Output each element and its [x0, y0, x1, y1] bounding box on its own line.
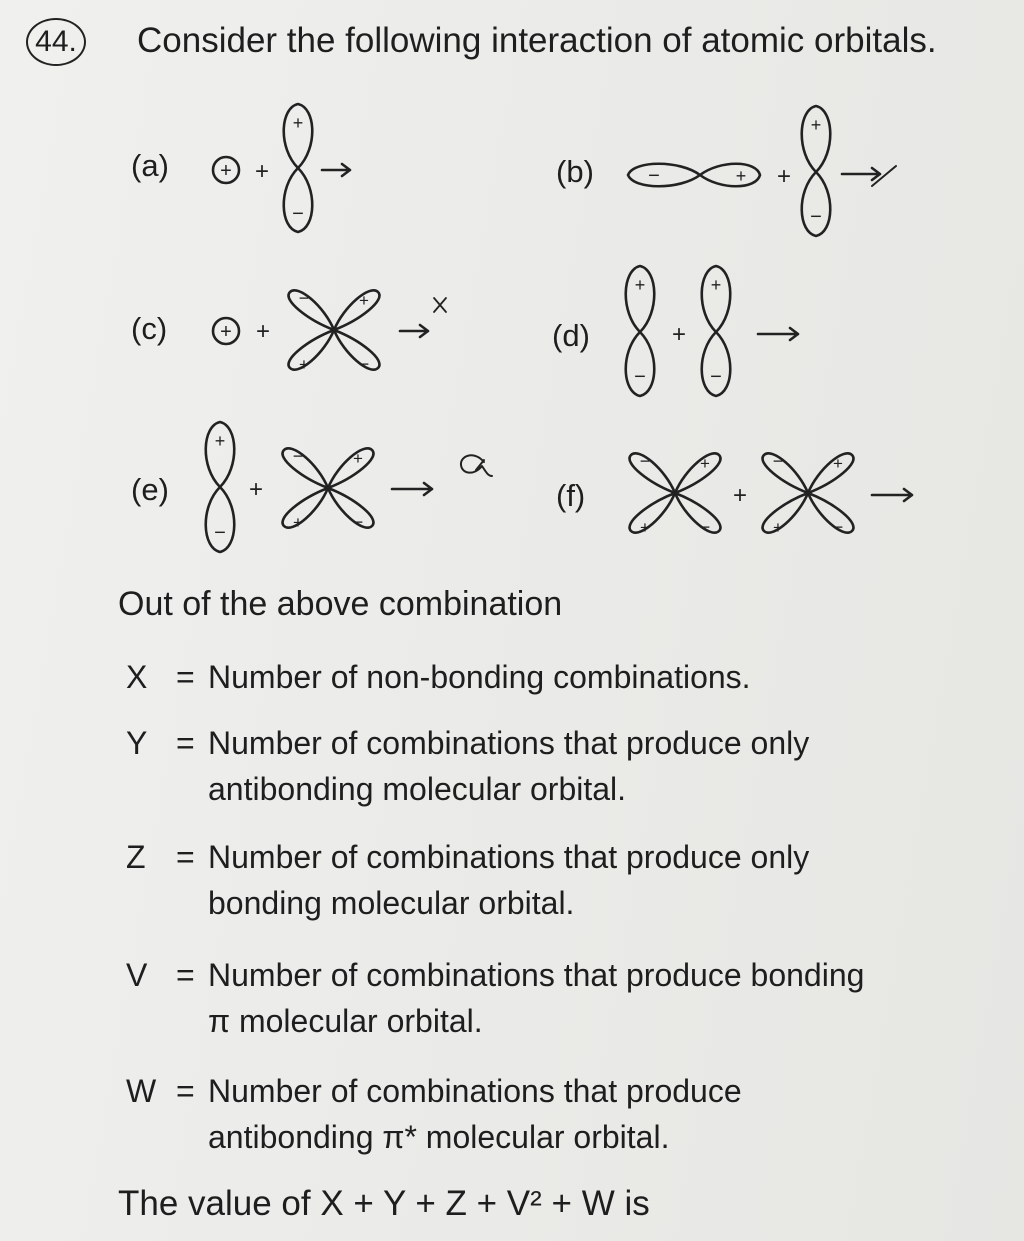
sign-c-ll: + [299, 355, 309, 374]
combination-e-diagram [206, 422, 492, 552]
join-a: + [254, 158, 270, 185]
intro-text: Out of the above combination [118, 585, 563, 623]
definition-w-symbol: W [126, 1073, 157, 1109]
arrow-c [400, 325, 428, 337]
px-lobe-b-right [700, 164, 760, 187]
definition-y-equals: = [176, 725, 195, 761]
sign-a-bottom: − [292, 203, 304, 225]
question-number-text: 44. [35, 25, 77, 58]
dxy-lobe-f2-upper-right [808, 453, 853, 493]
definition-w-equals: = [176, 1073, 195, 1109]
sign-f2-ur: + [833, 454, 843, 473]
combination-d-diagram [626, 266, 798, 396]
sign-e-ur: + [353, 449, 363, 468]
sign-d2-top: + [710, 275, 722, 295]
dxy-lobe-f2-upper-left [763, 453, 808, 493]
dxy-lobe-f2-lower-right [808, 493, 853, 533]
definition-z-line2: bonding molecular orbital. [208, 885, 575, 921]
arrow-f [872, 489, 912, 501]
sign-f2-lr: − [832, 517, 844, 537]
dxy-lobe-c-lower-left [289, 330, 334, 370]
sign-a-s: + [220, 160, 232, 182]
definition-x [126, 654, 966, 700]
join-d: + [671, 321, 687, 348]
sign-f1-ur: + [700, 454, 710, 473]
definition-v-symbol: V [126, 957, 148, 993]
definition-v-line2: π molecular orbital. [208, 1003, 483, 1039]
join-b: + [776, 163, 792, 190]
definition-v-line1: Number of combinations that produce bonding [208, 957, 865, 993]
combination-b-diagram [628, 106, 896, 236]
sign-c-ul: − [298, 288, 310, 308]
definition-v-equals: = [176, 957, 195, 993]
dxy-lobe-e-upper-left [283, 448, 328, 488]
sign-d2-bottom: − [710, 366, 722, 388]
dxy-lobe-c-upper-left [289, 290, 334, 330]
alpha-mark-e [461, 455, 492, 476]
join-c: + [255, 318, 271, 345]
combination-c-label: (c) [131, 311, 168, 346]
sign-f1-lr: − [699, 517, 711, 537]
definition-y-line1: Number of combinations that produce only [208, 725, 810, 761]
combination-f-diagram [630, 451, 912, 537]
sign-d1-bottom: − [634, 366, 646, 388]
definition-x-symbol: X [126, 659, 148, 695]
final-question: The value of X + Y + Z + V² + W is [118, 1184, 650, 1223]
sign-f1-ul: − [639, 451, 651, 471]
dxy-lobe-f1-lower-left [630, 493, 675, 533]
sign-e-top: + [214, 431, 226, 451]
combination-f-label: (f) [556, 478, 586, 513]
dxy-lobe-c-lower-right [334, 330, 379, 370]
dxy-lobe-c-upper-right [334, 290, 379, 330]
combination-e-label: (e) [131, 472, 169, 507]
definition-z [126, 834, 966, 926]
sign-e-lr: − [352, 512, 364, 532]
combination-d-label: (d) [552, 318, 590, 353]
sign-c-lr: − [358, 354, 370, 374]
definition-x-text: Number of non-bonding combinations. [208, 659, 751, 695]
definition-y-symbol: Y [126, 725, 148, 761]
dxy-lobe-f1-upper-right [675, 453, 720, 493]
dxy-lobe-e-lower-left [283, 488, 328, 528]
sign-f2-ul: − [772, 451, 784, 471]
definition-z-symbol: Z [126, 839, 146, 875]
dxy-lobe-f2-lower-left [763, 493, 808, 533]
dxy-lobe-e-lower-right [328, 488, 373, 528]
definition-z-line1: Number of combinations that produce only [208, 839, 810, 875]
sign-c-s: + [220, 321, 232, 343]
join-f: + [732, 482, 748, 509]
definition-y [126, 720, 966, 812]
arrow-b [842, 168, 880, 180]
dxy-lobe-f1-upper-left [630, 453, 675, 493]
px-lobe-b-left [628, 164, 700, 187]
combination-a-label: (a) [131, 148, 169, 183]
dxy-lobe-e-upper-right [328, 448, 373, 488]
arrow-e [392, 483, 432, 495]
sign-b-left: − [648, 165, 660, 187]
orbital-diagrams [0, 0, 1024, 580]
sign-b-top: + [810, 115, 822, 135]
combination-a-diagram [213, 104, 350, 232]
sign-b-bottom: − [810, 206, 822, 228]
definition-w-line2: antibonding π* molecular orbital. [208, 1119, 670, 1155]
sign-a-top: + [292, 113, 304, 133]
sign-c-ur: + [359, 291, 369, 310]
definition-w [126, 1068, 966, 1160]
question-stem: Consider the following interaction of atomic orbitals. [137, 21, 937, 60]
sign-e-ll: + [293, 513, 303, 532]
dxy-lobe-f1-lower-right [675, 493, 720, 533]
sign-e-ul: − [292, 446, 304, 466]
sign-d1-top: + [634, 275, 646, 295]
definition-z-equals: = [176, 839, 195, 875]
combination-b-label: (b) [556, 154, 594, 189]
sign-b-right: + [735, 166, 747, 186]
cross-mark-c [434, 298, 446, 312]
arrow-a [322, 164, 350, 176]
definition-w-line1: Number of combinations that produce [208, 1073, 742, 1109]
definition-y-line2: antibonding molecular orbital. [208, 771, 627, 807]
join-e: + [248, 476, 264, 503]
arrow-d [758, 328, 798, 340]
sign-f1-ll: + [640, 518, 650, 537]
definition-x-equals: = [176, 659, 195, 695]
sign-e-bottom: − [214, 522, 226, 544]
combination-c-diagram [213, 288, 446, 374]
definition-v [126, 952, 966, 1044]
sign-f2-ll: + [773, 518, 783, 537]
